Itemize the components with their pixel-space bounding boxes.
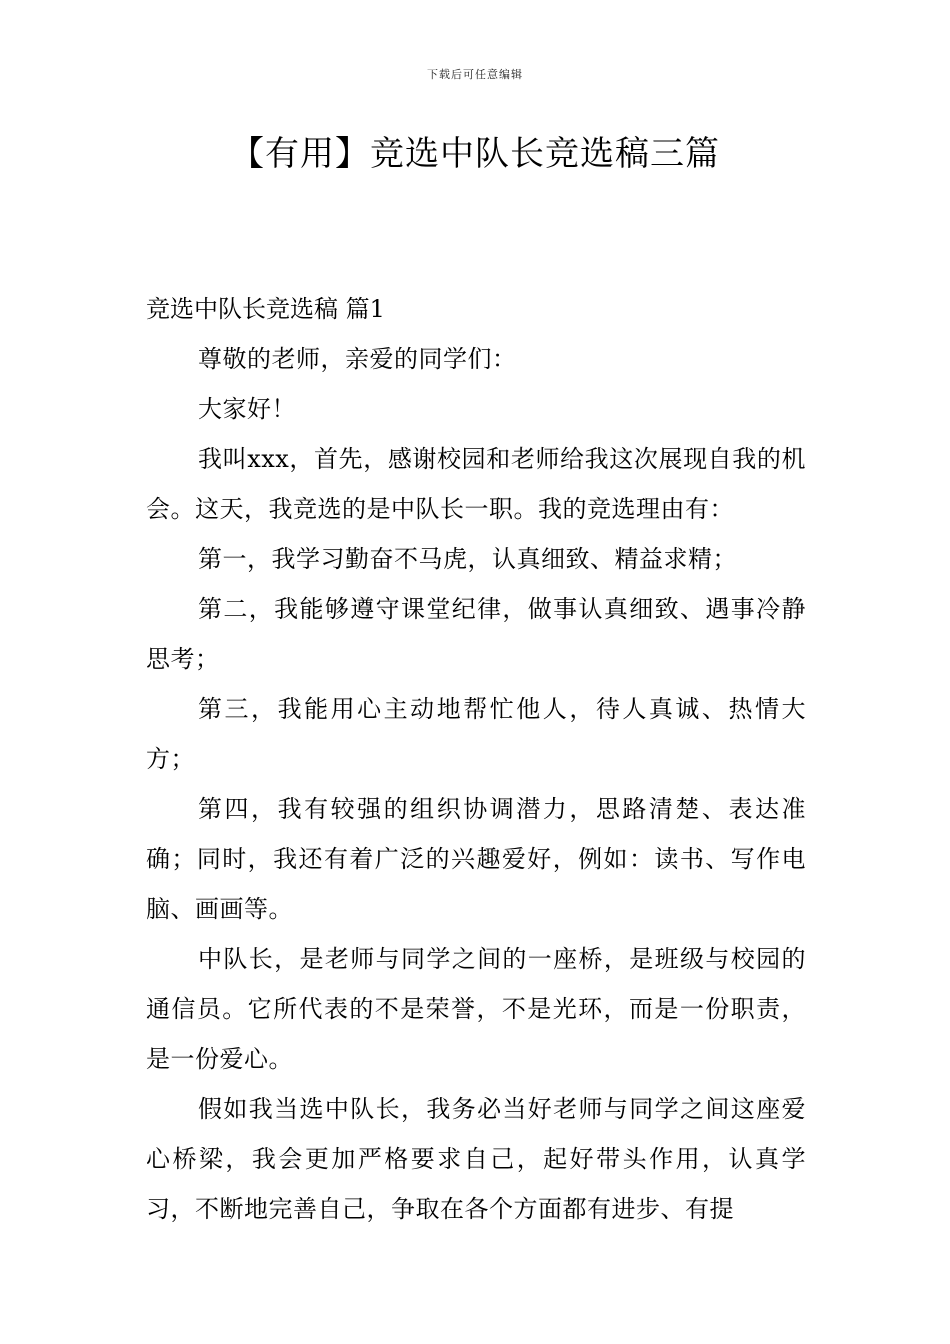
header-note: 下载后可任意编辑 bbox=[427, 68, 523, 81]
paragraph-reason-3: 第三，我能用心主动地帮忙他人，待人真诚、热情大方； bbox=[146, 695, 806, 773]
paragraph-promise: 假如我当选中队长，我务必当好老师与同学之间这座爱心桥梁，我会更加严格要求自己，起好带头作用，认真学习，不断地完善自己，争取在各个方面都有进步、有提 bbox=[146, 1095, 806, 1223]
paragraph-greeting: 大家好！ bbox=[198, 395, 296, 423]
paragraph-role: 中队长，是老师与同学之间的一座桥，是班级与校园的通信员。它所代表的不是荣誉，不是光环，而是一份职责，是一份爱心。 bbox=[146, 945, 806, 1073]
paragraph-salutation: 尊敬的老师，亲爱的同学们： bbox=[198, 345, 517, 373]
document-title: 【有用】竞选中队长竞选稿三篇 bbox=[230, 134, 720, 174]
paragraph-reason-1: 第一，我学习勤奋不马虎，认真细致、精益求精； bbox=[198, 545, 737, 573]
paragraph-reason-4: 第四，我有较强的组织协调潜力，思路清楚、表达准确；同时，我还有着广泛的兴趣爱好，例如：读书、写作电脑、画画等。 bbox=[146, 795, 806, 923]
paragraph-intro: 我叫xxx，首先，感谢校园和老师给我这次展现自我的机会。这天，我竞选的是中队长一职。我的竞选理由有： bbox=[146, 445, 806, 523]
section-heading: 竞选中队长竞选稿 篇1 bbox=[146, 295, 385, 323]
paragraph-reason-2: 第二，我能够遵守课堂纪律，做事认真细致、遇事冷静思考； bbox=[146, 595, 806, 673]
document-body bbox=[146, 284, 806, 1234]
